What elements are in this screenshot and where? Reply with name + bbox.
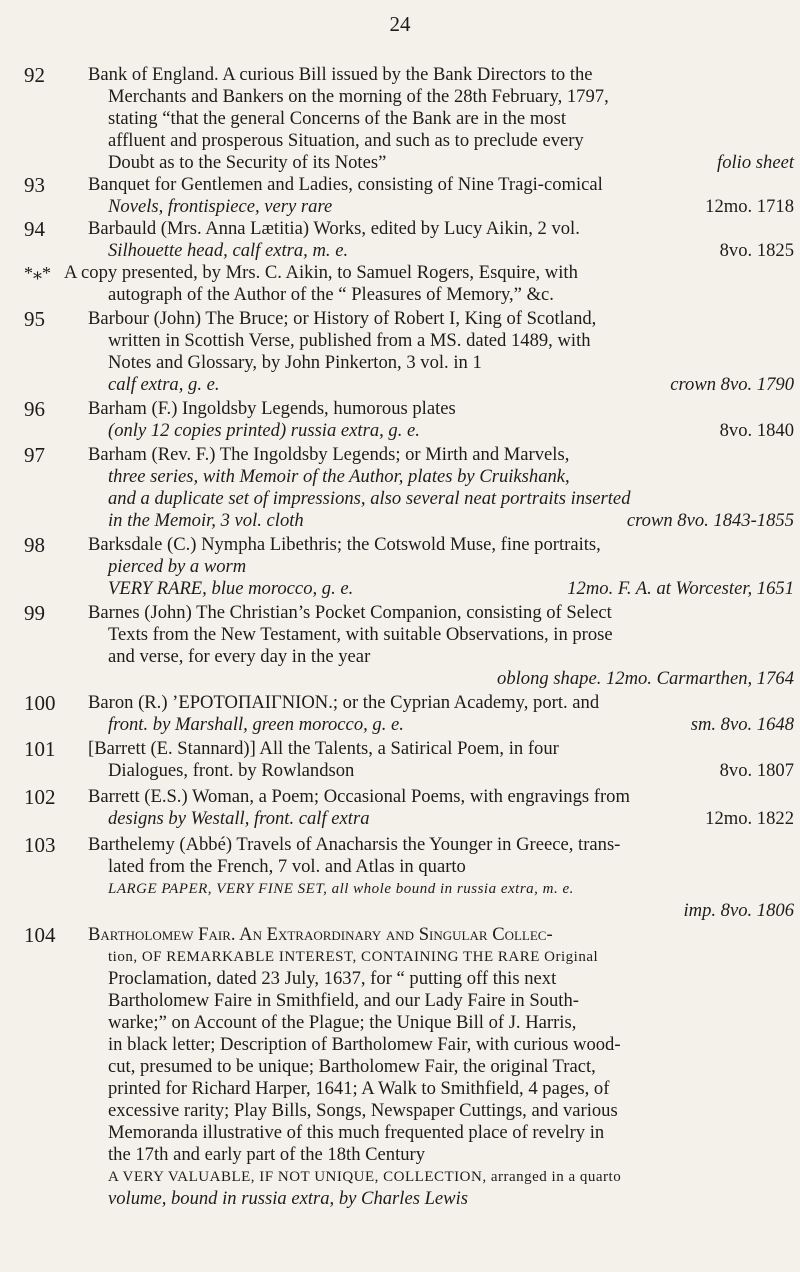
entry-line: warke;” on Account of the Plague; the Unique Bill of J. Harris, — [108, 1012, 577, 1033]
catalogue-entry-93 — [24, 174, 794, 218]
catalogue-entry-102 — [24, 786, 794, 830]
entry-line: three series, with Memoir of the Author, plates by Cruikshank, — [108, 466, 570, 487]
catalogue-entry-100 — [24, 692, 794, 736]
entry-text — [88, 444, 794, 532]
entry-line: volume, bound in russia extra, by Charles Lewis — [108, 1188, 468, 1209]
entry-line: tion, OF REMARKABLE INTEREST, CONTAINING THE RARE Original — [108, 949, 599, 965]
entry-line: Memoranda illustrative of this much frequented place of revelry in — [108, 1122, 605, 1143]
entry-line: A VERY VALUABLE, IF NOT UNIQUE, COLLECTION, arranged in a quarto — [108, 1169, 622, 1185]
catalogue-entry-95 — [24, 308, 794, 396]
entry-line: Novels, frontispiece, very rare — [108, 196, 333, 217]
entry-line: Silhouette head, calf extra, m. e. — [108, 240, 349, 261]
entry-format: imp. 8vo. 1806 — [683, 900, 794, 921]
entry-text — [88, 602, 794, 690]
entry-line: designs by Westall, front. calf extra — [108, 808, 370, 829]
entry-line: Bank of England. A curious Bill issued by the Bank Directors to the — [88, 64, 593, 85]
entry-format: oblong shape. 12mo. Carmarthen, 1764 — [497, 668, 794, 689]
entry-text — [88, 64, 794, 174]
entry-number: 101 — [24, 737, 56, 761]
entry-line: Banquet for Gentlemen and Ladies, consisting of Nine Tragi-comical — [88, 174, 603, 195]
entry-format: sm. 8vo. 1648 — [690, 714, 794, 735]
entry-number: 102 — [24, 785, 56, 809]
entry-line: [Barrett (E. Stannard)] All the Talents, a Satirical Poem, in four — [88, 738, 559, 759]
entry-format: crown 8vo. 1843-1855 — [626, 510, 794, 531]
entry-line: Texts from the New Testament, with suitable Observations, in prose — [108, 624, 613, 645]
entry-text — [88, 218, 794, 262]
entry-number: 93 — [24, 173, 45, 197]
entry-line: printed for Richard Harper, 1641; A Walk to Smithfield, 4 pages, of — [108, 1078, 610, 1099]
entry-line: Bartholomew Fair. An Extraordinary and Singular Collec- — [88, 924, 553, 945]
entry-number: 92 — [24, 63, 45, 87]
entry-line: Barthelemy (Abbé) Travels of Anacharsis the Younger in Greece, trans- — [88, 834, 621, 855]
entry-format: folio sheet — [717, 152, 794, 173]
entry-number: 96 — [24, 397, 45, 421]
entry-line: autograph of the Author of the “ Pleasures of Memory,” &c. — [108, 284, 554, 305]
page-number: 24 — [389, 12, 411, 36]
entry-line: Barnes (John) The Christian’s Pocket Companion, consisting of Select — [88, 602, 612, 623]
entry-line: and a duplicate set of impressions, also several neat portraits inserted — [108, 488, 631, 509]
entry-format: 12mo. F. A. at Worcester, 1651 — [567, 578, 794, 599]
entry-number: 99 — [24, 601, 45, 625]
entry-line: cut, presumed to be unique; Bartholomew Fair, the original Tract, — [108, 1056, 596, 1077]
entry-line: Baron (R.) ’EPOTOПAIГNION.; or the Cyprian Academy, port. and — [88, 692, 600, 713]
entry-line: pierced by a worm — [108, 556, 247, 577]
entry-number: 95 — [24, 307, 45, 331]
entry-text — [88, 786, 794, 830]
catalogue-entry-97 — [24, 444, 794, 532]
entry-format: 8vo. 1840 — [719, 420, 794, 441]
entry-text — [88, 834, 794, 922]
entry-line: Barrett (E.S.) Woman, a Poem; Occasional Poems, with engravings from — [88, 786, 630, 807]
entry-line: (only 12 copies printed) russia extra, g. e. — [108, 420, 420, 441]
entry-line: in the Memoir, 3 vol. cloth — [108, 510, 304, 531]
entry-line: Barham (Rev. F.) The Ingoldsby Legends; or Mirth and Marvels, — [88, 444, 570, 465]
entry-line: written in Scottish Verse, published from a MS. dated 1489, with — [108, 330, 591, 351]
entry-text — [88, 398, 794, 442]
entry-line: Notes and Glossary, by John Pinkerton, 3 vol. in 1 — [108, 352, 482, 373]
catalogue-entry-98 — [24, 534, 794, 600]
entry-line: excessive rarity; Play Bills, Songs, Newspaper Cuttings, and various — [108, 1100, 618, 1121]
entry-line: Doubt as to the Security of its Notes” — [108, 152, 387, 173]
entry-line: Dialogues, front. by Rowlandson — [108, 760, 355, 781]
catalogue-entry-104 — [24, 924, 794, 1210]
entry-number: 98 — [24, 533, 45, 557]
entry-number: 97 — [24, 443, 45, 467]
entry-format: 12mo. 1718 — [705, 196, 794, 217]
entry-line: in black letter; Description of Bartholomew Fair, with curious wood- — [108, 1034, 621, 1055]
entry-line: front. by Marshall, green morocco, g. e. — [108, 714, 404, 735]
catalogue-entry-92 — [24, 64, 794, 174]
entry-line: VERY RARE, blue morocco, g. e. — [108, 578, 354, 599]
entry-line: Merchants and Bankers on the morning of the 28th February, 1797, — [108, 86, 609, 107]
entry-number: 103 — [24, 833, 56, 857]
entry-text — [88, 308, 794, 396]
catalogue-entry-96 — [24, 398, 794, 442]
catalogue-entry-99 — [24, 602, 794, 690]
entry-text — [88, 534, 794, 600]
entry-text — [88, 692, 794, 736]
entry-line: stating “that the general Concerns of the Bank are in the most — [108, 108, 566, 129]
entry-line: the 17th and early part of the 18th Century — [108, 1144, 426, 1165]
entry-text — [64, 262, 794, 306]
entry-line: Bartholomew Faire in Smithfield, and our Lady Faire in South- — [108, 990, 579, 1011]
entry-line: lated from the French, 7 vol. and Atlas in quarto — [108, 856, 466, 877]
entry-number: 100 — [24, 691, 56, 715]
entry-line: calf extra, g. e. — [108, 374, 220, 395]
entry-line: Proclamation, dated 23 July, 1637, for “ putting off this next — [108, 968, 557, 989]
catalogue-entry-103 — [24, 834, 794, 922]
entry-line: A copy presented, by Mrs. C. Aikin, to Samuel Rogers, Esquire, with — [64, 262, 578, 283]
entry-format: 8vo. 1807 — [719, 760, 794, 781]
entry-line: affluent and prosperous Situation, and such as to preclude every — [108, 130, 584, 151]
entry-line: LARGE PAPER, VERY FINE SET, all whole bound in russia extra, m. e. — [108, 881, 574, 897]
entry-number: 104 — [24, 923, 56, 947]
entry-line: Barham (F.) Ingoldsby Legends, humorous plates — [88, 398, 456, 419]
entry-text — [88, 738, 794, 782]
entry-line: Barbour (John) The Bruce; or History of Robert I, King of Scotland, — [88, 308, 597, 329]
entry-format: 12mo. 1822 — [705, 808, 794, 829]
entry-number: 94 — [24, 217, 45, 241]
catalogue-note — [24, 262, 794, 306]
entry-format: crown 8vo. 1790 — [670, 374, 794, 395]
entry-line: Barbauld (Mrs. Anna Lætitia) Works, edited by Lucy Aikin, 2 vol. — [88, 218, 580, 239]
catalogue-entry-94 — [24, 218, 794, 262]
catalogue-entry-101 — [24, 738, 794, 782]
entry-format: 8vo. 1825 — [719, 240, 794, 261]
entry-text — [88, 924, 794, 1210]
entry-line: and verse, for every day in the year — [108, 646, 371, 667]
asterism-icon: *⁎* — [24, 263, 51, 283]
entry-text — [88, 174, 794, 218]
entry-line: Barksdale (C.) Nympha Libethris; the Cotswold Muse, fine portraits, — [88, 534, 601, 555]
